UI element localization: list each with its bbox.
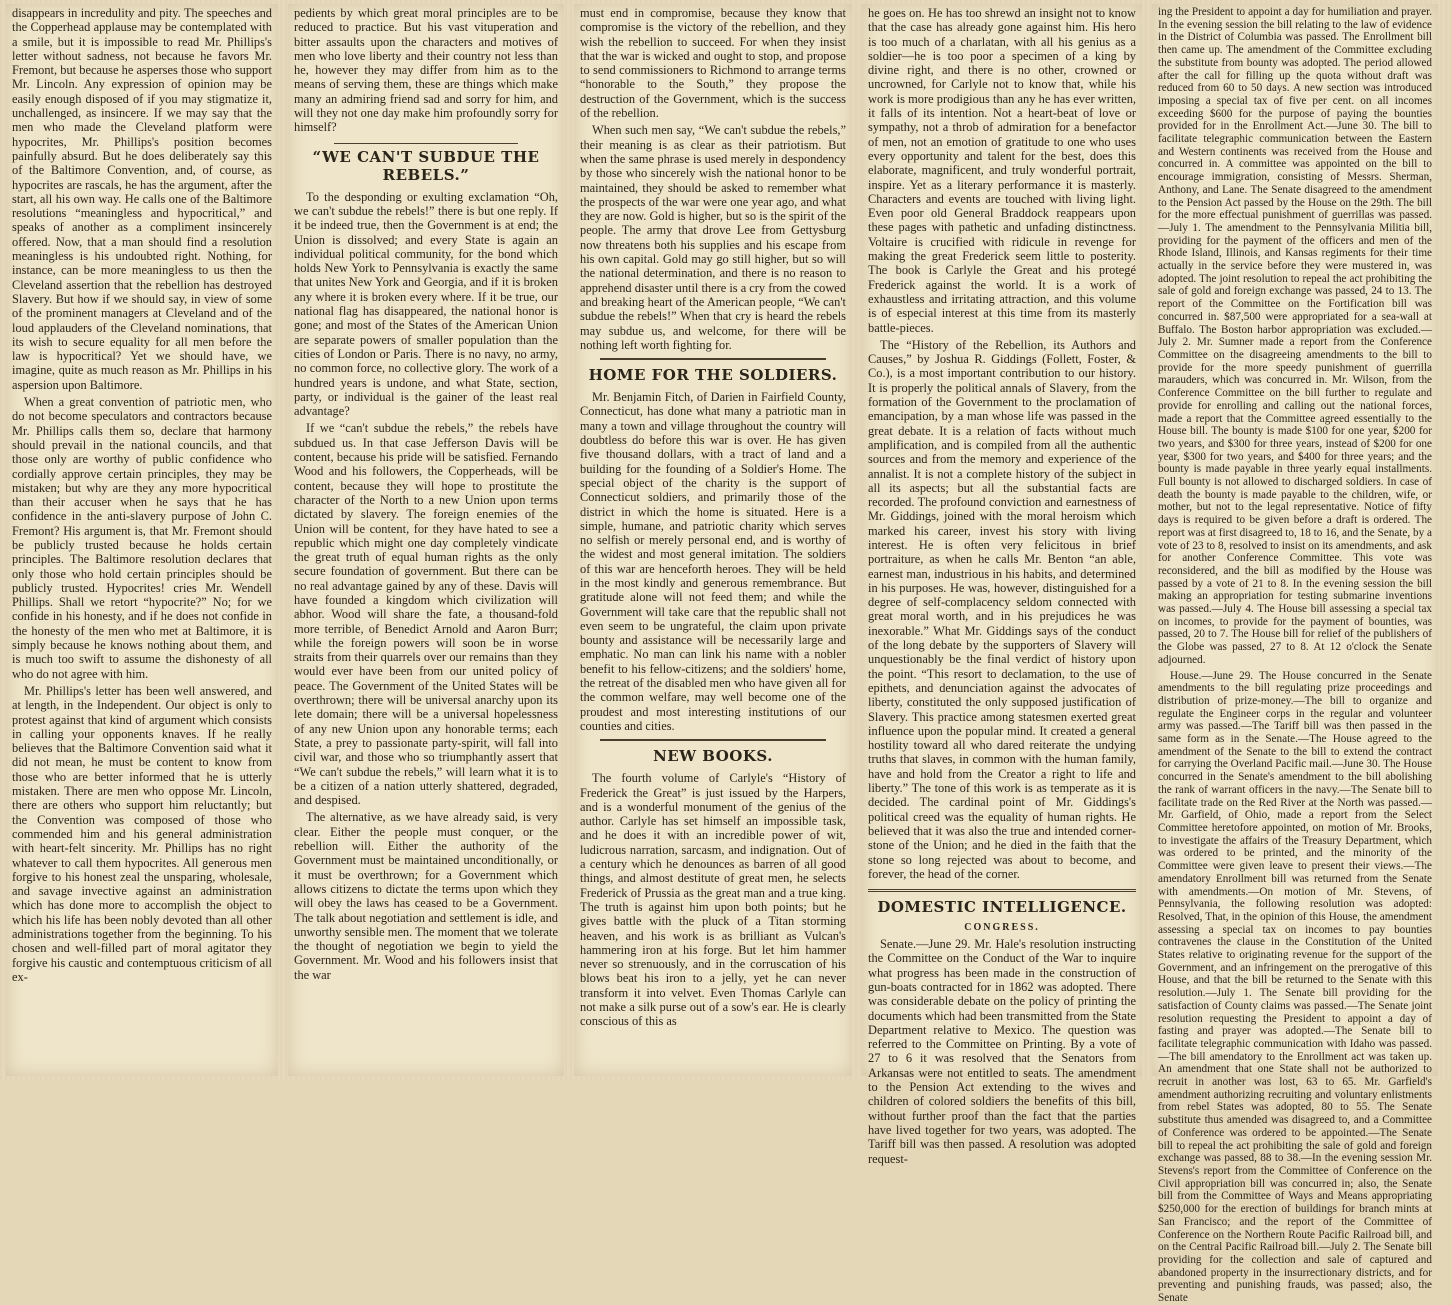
section-divider — [600, 739, 826, 741]
column-3 — [574, 4, 852, 1076]
column-1 — [6, 4, 278, 1076]
section-divider — [334, 143, 518, 144]
article-paragraph: The “History of the Rebellion, its Authors and Causes,” by Joshua R. Giddings (Follett, Foster, & Co.), is a most important contribution to our history. It is properly the political annals of Slavery, from the formation of the Government to the proclamation of emancipation, by a man whose life was passed in the great debate. It is a relation of facts without much amplification, and is compiled from all the authentic sources and from the memory and experience of the annalist. It is not a complete history of the subject in all its aspects; but all the substantial facts are recorded. The profound conviction and earnestness of Mr. Giddings, joined with the moral heroism which marked his career, invest his story with living interest. He is often very felicitous in brief portraiture, as when he calls Mr. Benton “an able, earnest man, industrious in his habits, and determined in his purposes. He was, however, distinguished for a degree of self-complacency seldom connected with great moral worth, and in his prejudices he was inexorable.” What Mr. Giddings says of the conduct of the long debate by the supporters of Slavery will unquestionably be the final verdict of history upon the point. “This resort to declamation, to the use of epithets, and denunciation against the advocates of liberty, constituted the only supposed justification of Slavery. This practice among statesmen exerted great influence upon the popular mind. It created a general hostility toward all who dared reiterate the undying truths that slaves, in common with the human family, have and hold from the Creator a right to life and liberty.” The tone of this work is as temperate as it is decided. The cardinal point of Mr. Giddings's political creed was the equality of human rights. He believed that it was also the true and intended corner-stone of the Union; and he died in the faith that the stone so long rejected was about to become, and forever, the head of the corner. — [868, 337, 1136, 881]
column-2 — [288, 4, 564, 1076]
article-paragraph: The alternative, as we have already said, is very clear. Either the people must conquer, or the rebellion will. Either the authority of the Government must be maintained unconditionally, or it must be overthrown; for a Government which allows citizens to dictate the terms upon which they will obey the laws has ceased to be a Government. The talk about negotiation and settlement is idle, and unworthy sensible men. The moment that we tolerate the thought of negotiation we begin to yield the Government. Mr. Wood and his followers insist that the war — [294, 810, 558, 982]
headline-new-books: NEW BOOKS. — [653, 747, 773, 766]
article-paragraph: Mr. Phillips's letter has been well answered, and at length, in the Independent. Our object is only to protest against that kind of argument which consists in calling your opponents knaves. If he really believes that the Baltimore Convention said what it did not mean, he must be content to know from those who are better informed that he is utterly mistaken. There are men who oppose Mr. Lincoln, there are others who support him reluctantly; but the Convention was composed of those who commended him and his general administration with heart-felt sincerity. Mr. Phillips has no right whatever to call them hypocrites. All generous men forgive to his honest zeal the unsparing, wholesale, and savage invective against an administration which has done more to accomplish the object to which his life has been nobly devoted than all other administrations together from the beginning. To his chosen and well-filled part of moral agitator they forgive his caustic and contemptuous criticism of all ex- — [12, 683, 272, 984]
article-paragraph: If we “can't subdue the rebels,” the rebels have subdued us. In that case Jefferson Davis will be content, because his pride will be satisfied. Fernando Wood and his followers, the Copperheads, will be content, because they will hope to prostitute the character of the North to a new Union upon terms dictated by slavery. The foreign enemies of the Union will be content, for they have hated to see a republic which might one day completely vindicate the great truth of equal human rights as the only secure foundation of government. But there can be no real advantage gained by any of these. Davis will have founded a kingdom which civilization will abhor. Wood will share the fate, a thousand-fold more terrible, of Benedict Arnold and Aaron Burr; while the foreign powers will soon be in worse straits from their quarrels over our remains than they would ever have been from our united policy of peace. The Government of the United States will be overthrown; there will be universal anarchy upon its lete domain; there will be a universal hopelessness of any new Union upon any honorable terms; each State, a prey to passionate party-spirit, will fall into civil war, and those who so triumphantly assert that “We can't subdue the rebels,” will learn what it is to be a citizen of a nation utterly shattered, degraded, and despised. — [294, 421, 558, 808]
article-paragraph: To the desponding or exulting exclamation “Oh, we can't subdue the rebels!” there is but one reply. If it be indeed true, then the Government is at end; the Union is dissolved; and every State is again an individual political community, for the bond which holds New York to Pennsylvania is exactly the same that unites New York and Georgia, and if it is broken any where it is broken every where. If it be true, our national flag has disappeared, the national honor is gone; and most of the States of the American Union are separate powers of smaller population than the cities of London or Paris. There is no navy, no army, no common force, no collective glory. The work of a hundred years is undone, and what State, section, party, or individual is the gainer of the least real advantage? — [294, 189, 558, 419]
headline-domestic-intelligence: DOMESTIC INTELLIGENCE. — [877, 898, 1127, 917]
article-paragraph: When a great convention of patriotic men, who do not become speculators and contractors because Mr. Phillips calls them so, declare that harmony should prevail in the national councils, and that those only are worthy of public confidence who cordially approve certain principles, they may be mistaken; but why are they any more hypocritical than their accuser when he says that he has confidence in the anti-slavery purpose of John C. Fremont? His argument is, that Mr. Fremont should be publicly trusted because he holds certain principles. The Baltimore resolution declares that only those who hold certain principles should be publicly trusted. Hypocrites! cries Mr. Wendell Phillips. Shall we retort “hypocrite?” No; for we confide in his honesty, and if he does not confide in the honesty of the men who met at Baltimore, it is simply because he knows nothing about them, and is much too swift to assume the dishonesty of all who do not agree with him. — [12, 395, 272, 681]
article-paragraph: When such men say, “We can't subdue the rebels,” their meaning is as clear as their patriotism. But when the same phrase is used merely in despondency by those who sincerely wish the national honor to be maintained, they should be asked to remember what the prospects of the war were one year ago, and what they are now. Gold is higher, but so is the spirit of the people. The army that drove Lee from Gettysburg now threatens both his supplies and his escape from his own capital. Gold may go still higher, but so will the national determination, and there is no reason to apprehend disaster until there is a cry from the cowed and breaking heart of the American people, “We can't subdue the rebels!” When that cry is heard the rebels may subdue us, and welcome, for there will be nothing left worth fighting for. — [580, 123, 846, 352]
section-divider — [868, 889, 1136, 892]
article-paragraph: House.—June 29. The House concurred in the Senate amendments to the bill regulating prize proceedings and distribution of prize-money.—The bill to organize and regulate the Engineer corps in the regular and volunteer army was passed.—The Tariff bill was then passed in the same form as in the Senate.—The House agreed to the amendment of the Senate to the bill to extend the contract for carrying the Overland Pacific mail.—June 30. The House concurred in the Senate's amendment to the bill abolishing the rank of warrant officers in the navy.—The Senate bill to facilitate trade on the Red River at the North was passed.—Mr. Garfield, of Ohio, made a report from the Select Committee heretofore appointed, on motion of Mr. Brooks, to investigate the affairs of the Treasury Department, which was ordered to be printed, and the minority of the Committee were given leave to present their views.—The amendatory Enrollment bill was returned from the Senate with amendments.—On motion of Mr. Stevens, of Pennsylvania, the following resolution was adopted: Resolved, That, in the opinion of this House, the amendment assessing a special tax on incomes to pay bounties contravenes the clause in the Constitution of the United States relative to originating revenue for the support of the Government, and an infringement on the prerogative of this House, and that the bill be returned to the Senate with this resolution.—July 1. The Senate bill providing for the satisfaction of County claims was passed.—The Senate joint resolution requesting the President to appoint a day of fasting and prayer was adopted.—The Senate bill to facilitate telegraphic communication with Idaho was passed.—The bill amendatory to the Enrollment act was taken up. An amendment that one State shall not be authorized to recruit in another was lost, 63 to 65. Mr. Garfield's amendment authorizing recruiting and voluntary enlistments from rebel States was adopted, 80 to 55. The Senate substitute thus amended was disagreed to, and a Committee of Conference was ordered to be appointed.—The Senate bill to repeal the act prohibiting the sale of gold and foreign exchange was passed, 88 to 38.—In the evening session Mr. Stevens's report from the Committee of Conference on the Civil appropriation bill was concurred in; also, the Senate bill from the Committee of Ways and Means appropriating $250,000 for the erection of buildings for branch mints at San Francisco; and the report of the Committee of Conference on the Northern Route Pacific Railroad bill, and on the Central Pacific Railroad bill.—July 2. The Senate bill providing for the collection and sale of captured and abandoned property in the insurrectionary districts, and for preventing and punishing frauds, was passed; also, the Senate — [1158, 669, 1432, 1305]
article-paragraph: Senate.—June 29. Mr. Hale's resolution instructing the Committee on the Conduct of the War to inquire what progress has been made in the construction of gun-boats contracted for in 1862 was adopted. There was considerable debate on the policy of printing the documents which had been transmitted from the State Department relative to Mexico. The question was referred to the Committee on Printing. By a vote of 27 to 6 it was resolved that the Senators from Arkansas were not entitled to seats. The amendment to the Pension Act extending to the wives and children of colored soldiers the benefits of this bill, without further proof than the fact that the parties have lived together for two years, was adopted. The Tariff bill was then passed. A resolution was adopted request- — [868, 937, 1136, 1166]
headline-cant-subdue: “WE CAN'T SUBDUE THE REBELS.” — [312, 147, 540, 184]
article-paragraph: The fourth volume of Carlyle's “History of Frederick the Great” is just issued by the Harpers, and is a wonderful monument of the genius of the author. Carlyle has set himself an impossible task, and he does it with an incredible power of wit, ludicrous narration, sarcasm, and indignation. Out of a century which he denounces as barren of all good things, and almost destitute of great men, he selects Frederick of Prussia as the great man and a true king. The truth is against him upon both points; but he gives battle with the pluck of a Titan storming heaven, and his work is as brilliant as Vulcan's hammering iron at his forge. But let him hammer never so strenuously, and in the corruscation of his blows beat his iron to a jelly, yet he can never transform it into velvet. Even Thomas Carlyle can not make a silk purse out of a sow's ear. He is clearly conscious of this as — [580, 771, 846, 1029]
column-4 — [862, 4, 1142, 1166]
column-5 — [1152, 4, 1438, 1305]
article-paragraph: pedients by which great moral principles are to be reduced to practice. But his vast vituperation and bitter assaults upon the characters and motives of men who love liberty and their country not less than he, however they may differ from him as to the means of serving them, these are things which make many an admiring friend sad and sorry for him, and will they not one day make him profoundly sorry for himself? — [294, 6, 558, 135]
subhead-congress: CONGRESS. — [964, 922, 1040, 934]
section-divider — [600, 358, 826, 360]
article-paragraph: must end in compromise, because they know that compromise is the victory of the rebellion, and they wish the rebellion to succeed. For when they insist that the war is wicked and ought to stop, and propose to send commissioners to Richmond to arrange terms “honorable to the South,” they propose the destruction of the Government, which is the success of the rebellion. — [580, 6, 846, 121]
article-paragraph: disappears in incredulity and pity. The speeches and the Copperhead applause may be contemplated with a smile, but it is impossible to read Mr. Phillips's letter without sadness, not because he favors Mr. Fremont, but because he asperses those who support Mr. Lincoln. Any expression of opinion may be easily enough disposed of if you may stigmatize it, unchallenged, as insincere. If we may say that the men who made the Cleveland platform were hypocrites, Mr. Phillips's position becomes painfully absurd. But he does deliberately say this of the Baltimore Convention, and, of course, as hypocrites are rascals, he has the argument, after the start, all his own way. He calls one of the Baltimore resolutions “meaningless and hypocritical,” and speaks of another as a compliment insincerely offered. Now, that a man should find a resolution meaningless is his undoubted right. Nothing, for instance, can be more meaningless to us then the Cleveland assertion that the rebellion has destroyed Slavery. But how if we should say, in view of some of the prominent managers at Cleveland and of the loud applauders of the Cleveland nominations, that its wish to secure equality for all men before the law is hypocritical? Yet we should have, we imagine, quite as much reason as Mr. Phillips in his aspersion upon Baltimore. — [12, 6, 272, 392]
article-paragraph: he goes on. He has too shrewd an insight not to know that the case has already gone against him. His hero is too much of a charlatan, with all his genius as a soldier—he is too poor a specimen of a king by divine right, and there is no other, crowned or uncrowned, for Carlyle not to know that, while his work is more prodigious than any he has ever written, it falls of its intention. Not a heart-beat of love or sympathy, not a throb of admiration for a benefactor of men, not an emotion of gratitude to one who uses every opportunity and talent for the best, does this elaborate, magnificent, and truly wonderful portrait, inspire. Yet as a literary performance it is masterly. Characters and events are touched with living light. Even poor old General Braddock reappears upon these pages with pathetic and unfading distinctness. Voltaire is crucified with ridicule in revenge for making the great Frederick seem little to posterity. The book is Carlyle the Great and his protegé Frederick against the world. It is a work of exhaustless and irritating attraction, and this volume is of especial interest at this time from its masterly battle-pieces. — [868, 6, 1136, 335]
headline-home-soldiers: HOME FOR THE SOLDIERS. — [588, 366, 838, 385]
article-paragraph: ing the President to appoint a day for humiliation and prayer. In the evening session the bill relating to the law of evidence in the District of Columbia was passed. The Enrollment bill then came up. The amendment of the Committee excluding the substitute from bounty was adopted. The period allowed after the call for filling up the quota without draft was reduced from 60 to 50 days. A new section was introduced imposing a special tax of five per cent. on all incomes exceeding $600 for the purpose of paying the bounties provided for in the Enrollment Act.—June 30. The bill to facilitate telegraphic communication between the Eastern and Western continents was received from the House and concurred in. A committee was appointed on the bill to encourage immigration, consisting of Messrs. Sherman, Anthony, and Lane. The Senate disagreed to the amendment to the Pension Act passed by the House on the 29th. The bill for the more effectual punishment of guerrillas was passed.—July 1. The amendment to the Pennsylvania Militia bill, providing for the payment of the officers and men of the Rhode Island, Illinois, and Kansas regiments for their time actually in the service before they were mustered in, was adopted. The joint resolution to repeal the act prohibiting the sale of gold and foreign exchange was passed, 24 to 13. The report of the Committee on the Fortification bill was concurred in. $87,500 were appropriated for a sea-wall at Buffalo. The Boston harbor appropriation was excluded.—July 2. Mr. Sumner made a report from the Conference Committee on the disagreeing amendments to the bill to provide for the more speedy punishment of guerrilla marauders, which was concurred in. Mr. Wilson, from the Conference Committee on the bill further to regulate and provide for enrolling and calling out the national forces, made a report that the Committee agreed essentially to the House bill. The bounty is made $100 for one year, $200 for two years, and $300 for three years, instead of $200 for one year, $300 for two years, and $400 for three years; and the bounty is made payable in three yearly equal installments. Full bounty is not allowed to discharged soldiers. In case of death the bounty is made payable to the children, wife, or mother, but not to the legal representative. Notice of fifty days is required to be given before a draft is ordered. The report was at first disagreed to, 18 to 16, and the Senate, by a vote of 23 to 8, resolved to insist on its amendments, and ask for another Conference Committee. This vote was reconsidered, and the bill as modified by the House was passed by a vote of 21 to 8. In the evening session the bill making an appropriation for testing submarine inventions was passed.—July 4. The House bill assessing a special tax on incomes, to provide for the payment of bounties, was passed, 20 to 7. The House bill for relief of the publishers of the Globe was passed, 27 to 8. At 12 o'clock the Senate adjourned. — [1158, 6, 1432, 666]
article-paragraph: Mr. Benjamin Fitch, of Darien in Fairfield County, Connecticut, has done what many a patriotic man in many a town and village throughout the country will doubtless do before this war is over. He has given five thousand dollars, with a tract of land and a building for the founding of a Soldier's Home. The special object of the charity is the support of Connecticut soldiers, and primarily those of the district in which the home is situated. Here is a simple, humane, and patriotic charity which serves no selfish or merely personal end, and is worthy of the widest and most general imitation. The soldiers of this war are henceforth heroes. They will be held in the most kindly and generous remembrance. But gratitude alone will not feed them; and while the Government will take care that the republic shall not even seem to be ungrateful, the claim upon private bounty and assistance will be necessarily large and emphatic. No man can link his name with a nobler benefit to his fellow-citizens; and the soldiers' home, the retreat of the disabled men who have given all for the common welfare, may well become one of the proudest and most interesting institutions of our counties and cities. — [580, 390, 846, 733]
